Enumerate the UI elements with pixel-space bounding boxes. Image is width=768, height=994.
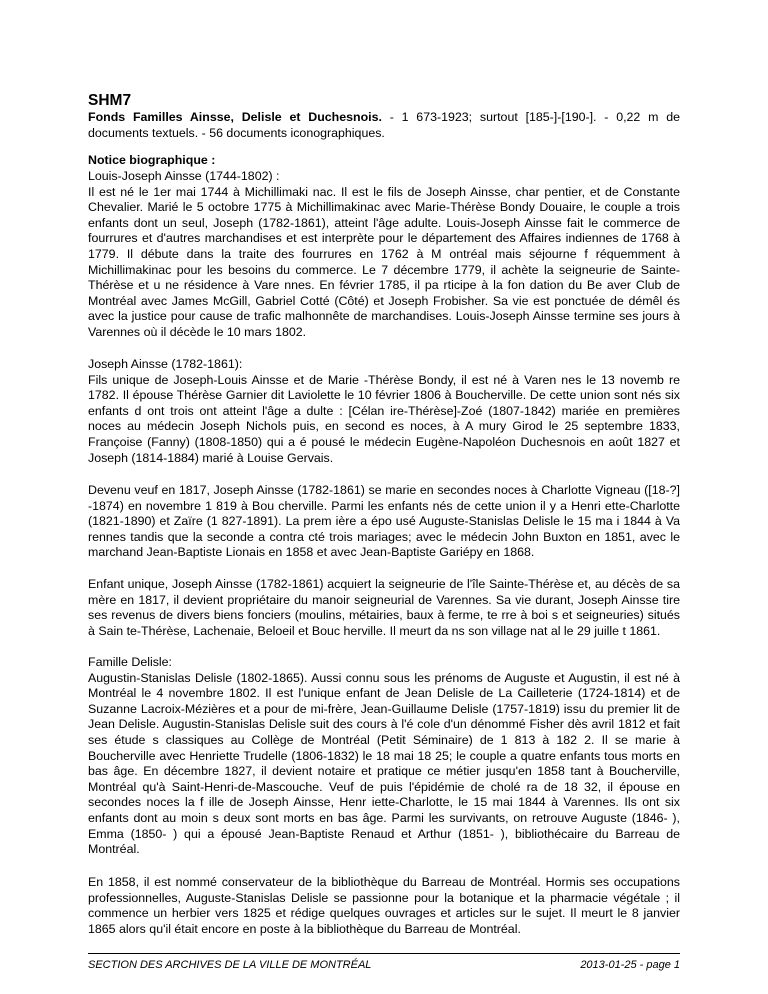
paragraph-seigneurie: Enfant unique, Joseph Ainsse (1782-1861) acquiert la seigneurie de l'île Sainte-Thérèse et, au décès de sa mère en 1817, il devient propriétaire du manoir seigneurial de Varennes. Sa vie durant, Joseph Ainsse tire ses revenus de divers biens fonciers (moulins, métairies, baux à ferme, te rre à boi s et seigneuries) situés à Sain te-Thérèse, Lachenaie, Beloeil et Bouc herville. Il meurt da ns son village nat al le 29 juille t 1861. — [88, 577, 680, 638]
page-footer — [88, 959, 680, 971]
fonds-description: - 1 673-1923; surtout [185-]-[190-]. - 0,22 m de documents textuels. - 56 documents iconographiques. — [88, 110, 680, 140]
paragraph-joseph: Joseph Ainsse (1782-1861): Fils unique de Joseph-Louis Ainsse et de Marie -Thérèse Bondy, il est né à Varen nes le 13 novemb re 1782. Il épouse Thérèse Garnier dit Laviolette le 10 février 1806 à Boucherville. De cette union sont nés six enfants d ont trois ont atteint l'âge a dulte : [Célan ire-Thérèse]-Zoé (1807-1842) mariée en premières noces au médecin Joseph Nichols puis, en second es noces, à A mury Girod le 25 septembre 1833, Françoise (Fanny) (1808-1850) qui a é pousé le médecin Eugène-Napoléon Duchesnois en août 1827 et Joseph (1814-1884) marié à Louise Gervais. — [88, 357, 680, 465]
fonds-code: SHM7 — [88, 92, 132, 109]
paragraph-bibliotheque: En 1858, il est nommé conservateur de la bibliothèque du Barreau de Montréal. Hormis ses occupations professionnelles, Auguste-Stanislas Delisle se passionne pour la botanique et la pharmacie végétale ; il commence un herbier vers 1825 et rédige quelques ouvrages et articles sur le sujet. Il meurt le 8 janvier 1865 alors qu'il était encore en poste à la bibliothèque du Barreau de Montréal. — [88, 875, 680, 936]
fonds-summary — [88, 110, 680, 141]
footer-date-page: 2013-01-25 - page 1 — [580, 959, 680, 971]
fonds-title: Fonds Familles Ainsse, Delisle et Duchesnois. — [88, 110, 382, 124]
footer-divider — [88, 953, 680, 954]
paragraph-delisle: Famille Delisle: Augustin-Stanislas Delisle (1802-1865). Aussi connu sous les prénoms de Auguste et Augustin, il est né à Montréal le 4 novembre 1802. Il est l'unique enfant de Jean Delisle de La Cailleterie (1724-1814) et de Suzanne Lacroix-Mézières et a pour de mi-frère, Jean-Guillaume Delisle (1757-1819) issu du premier lit de Jean Delisle. Augustin-Stanislas Delisle suit des cours à l'é cole d'un dénommé Fisher dès avril 1812 et fait ses étude s classiques au Collège de Montréal (Petit Séminaire) de 1 813 à 182 2. Il se marie à Boucherville avec Henriette Trudelle (1806-1832) le 18 mai 18 25; le couple a quatre enfants tous morts en bas âge. En décembre 1827, il devient notaire et pratique ce métier jusqu'en 1858 tant à Boucherville, Montréal qu'à Saint-Henri-de-Mascouche. Veuf de puis l'épidémie de cholé ra de 18 32, il épouse en secondes noces la f ille de Joseph Ainsse, Henr iette-Charlotte, le 15 mai 1844 à Varennes. Ils ont six enfants dont au moin s deux sont morts en bas âge. Parmi les survivants, on retrouve Auguste (1846- ), Emma (1850- ) qui a épousé Jean-Baptiste Renaud et Arthur (1851- ), bibliothécaire du Barreau de Montréal. — [88, 655, 680, 857]
footer-institution: SECTION DES ARCHIVES DE LA VILLE DE MONTRÉAL — [88, 959, 372, 971]
notice-heading: Notice biographique : — [88, 153, 216, 167]
paragraph-remarriage: Devenu veuf en 1817, Joseph Ainsse (1782-1861) se marie en secondes noces à Charlotte Vigneau ([18-?] -1874) en novembre 1 819 à Bou cherville. Parmi les enfants nés de cette union il y a Henri ette-Charlotte (1821-1890) et Zaïre (1 827-1891). La prem ière a épo usé Auguste-Stanislas Delisle le 15 ma i 1844 à Va rennes tandis que la seconde a contra cté trois mariages; avec le médecin John Buxton en 1851, avec le marchand Jean-Baptiste Lionais en 1858 et avec Jean-Baptiste Gariépy en 1868. — [88, 483, 680, 560]
paragraph-louis-joseph: Louis-Joseph Ainsse (1744-1802) : Il est né le 1er mai 1744 à Michillimaki nac. Il est le fils de Joseph Ainsse, char pentier, et de Constante Chevalier. Marié le 5 octobre 1775 à Michillimakinac avec Marie-Thérèse Bondy Douaire, le couple a trois enfants dont un seul, Joseph (1782-1861), atteint l'âge adulte. Louis-Joseph Ainsse fait le commerce de fourrures et d'autres marchandises et est interprète pour le département des Affaires indiennes de 1768 à 1779. Il débute dans la traite des fourrures en 1762 à M ontréal mais séjourne f réquemment à Michillimakinac pour les besoins du commerce. Le 7 décembre 1779, il achète la seigneurie de Sainte-Thérèse et u ne résidence à Vare nnes. En février 1785, il pa rticipe à la fon dation du Be aver Club de Montréal avec James McGill, Gabriel Cotté (Côté) et Joseph Frobisher. Sa vie est ponctuée de démêl és avec la justice pour cause de trafic malhonnête de marchandises. Louis-Joseph Ainsse termine ses jours à Varennes où il décède le 10 mars 1802. — [88, 169, 680, 339]
